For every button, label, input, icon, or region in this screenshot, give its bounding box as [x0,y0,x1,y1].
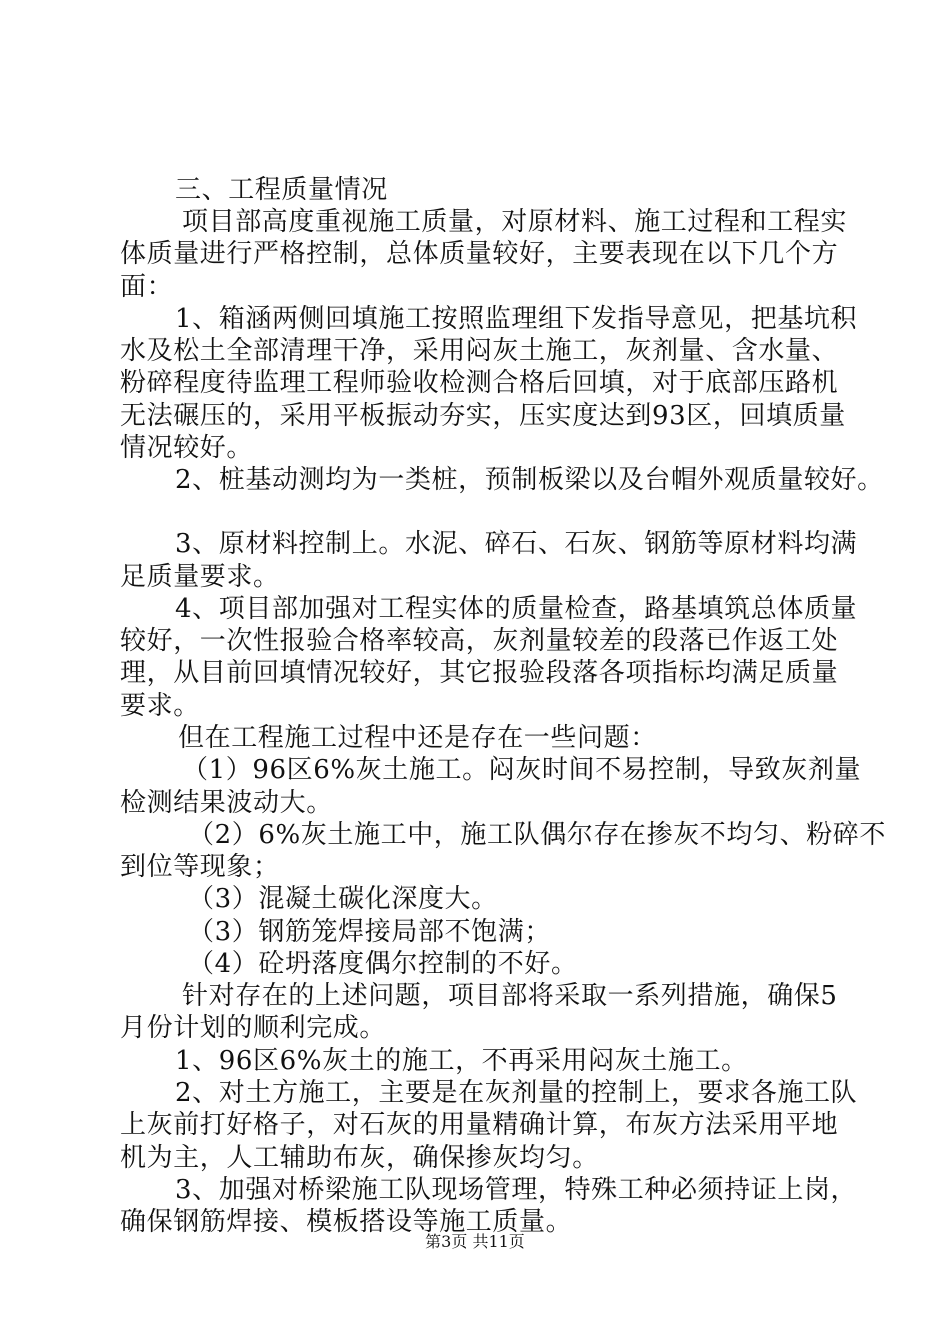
paragraph-line: 体质量进行严格控制，总体质量较好，主要表现在以下几个方 [120,239,839,269]
list-item: 2、对土方施工，主要是在灰剂量的控制上，要求各施工队 [175,1078,858,1108]
paragraph-line: 理，从目前回填情况较好，其它报验段落各项指标均满足质量 [120,658,839,688]
paragraph-line: 到位等现象； [120,852,280,882]
paragraph-line: 2、桩基动测均为一类桩，预制板梁以及台帽外观质量较好。 [175,465,884,495]
section-heading: 三、工程质量情况 [175,175,388,205]
paragraph-line: 情况较好。 [120,433,254,463]
list-item: （3）钢筋笼焊接局部不饱满； [188,917,551,947]
paragraph-line: 3、原材料控制上。水泥、碎石、石灰、钢筋等原材料均满 [175,529,858,559]
paragraph-line: 项目部高度重视施工质量，对原材料、施工过程和工程实 [182,207,848,237]
paragraph-line: 较好，一次性报验合格率较高，灰剂量较差的段落已作返工处 [120,626,839,656]
paragraph-line: 4、项目部加强对工程实体的质量检查，路基填筑总体质量 [175,594,858,624]
list-item: （1）96区6%灰土施工。闷灰时间不易控制，导致灰剂量 [182,755,862,785]
list-item: （3）混凝土碳化深度大。 [188,884,498,914]
paragraph-line: 月份计划的顺利完成。 [120,1013,387,1043]
paragraph-line: 机为主，人工辅助布灰，确保掺灰均匀。 [120,1143,599,1173]
paragraph-line: 足质量要求。 [120,562,280,592]
page-number-footer: 第3页 共11页 [425,1232,525,1251]
paragraph-line: 确保钢筋焊接、模板搭设等施工质量。 [120,1207,573,1237]
list-item: 3、加强对桥梁施工队现场管理，特殊工种必须持证上岗， [175,1175,858,1205]
list-item: 1、96区6%灰土的施工，不再采用闷灰土施工。 [175,1046,748,1076]
paragraph-line: 粉碎程度待监理工程师验收检测合格后回填，对于底部压路机 [120,368,839,398]
paragraph-line: 检测结果波动大。 [120,788,333,818]
paragraph-line: 针对存在的上述问题，项目部将采取一系列措施，确保5 [182,981,838,1011]
list-item: （4）砼坍落度偶尔控制的不好。 [188,949,578,979]
paragraph-line: 面： [120,272,174,302]
paragraph-line: 水及松土全部清理干净，采用闷灰土施工，灰剂量、含水量、 [120,336,839,366]
paragraph-line: 上灰前打好格子，对石灰的用量精确计算，布灰方法采用平地 [120,1110,839,1140]
paragraph-line: 无法碾压的，采用平板振动夯实，压实度达到93区，回填质量 [120,401,846,431]
paragraph-line: 但在工程施工过程中还是存在一些问题： [178,723,657,753]
paragraph-line: 要求。 [120,691,200,721]
list-item: （2）6%灰土施工中，施工队偶尔存在掺灰不均匀、粉碎不 [188,820,886,850]
paragraph-line: 1、箱涵两侧回填施工按照监理组下发指导意见，把基坑积 [175,304,858,334]
